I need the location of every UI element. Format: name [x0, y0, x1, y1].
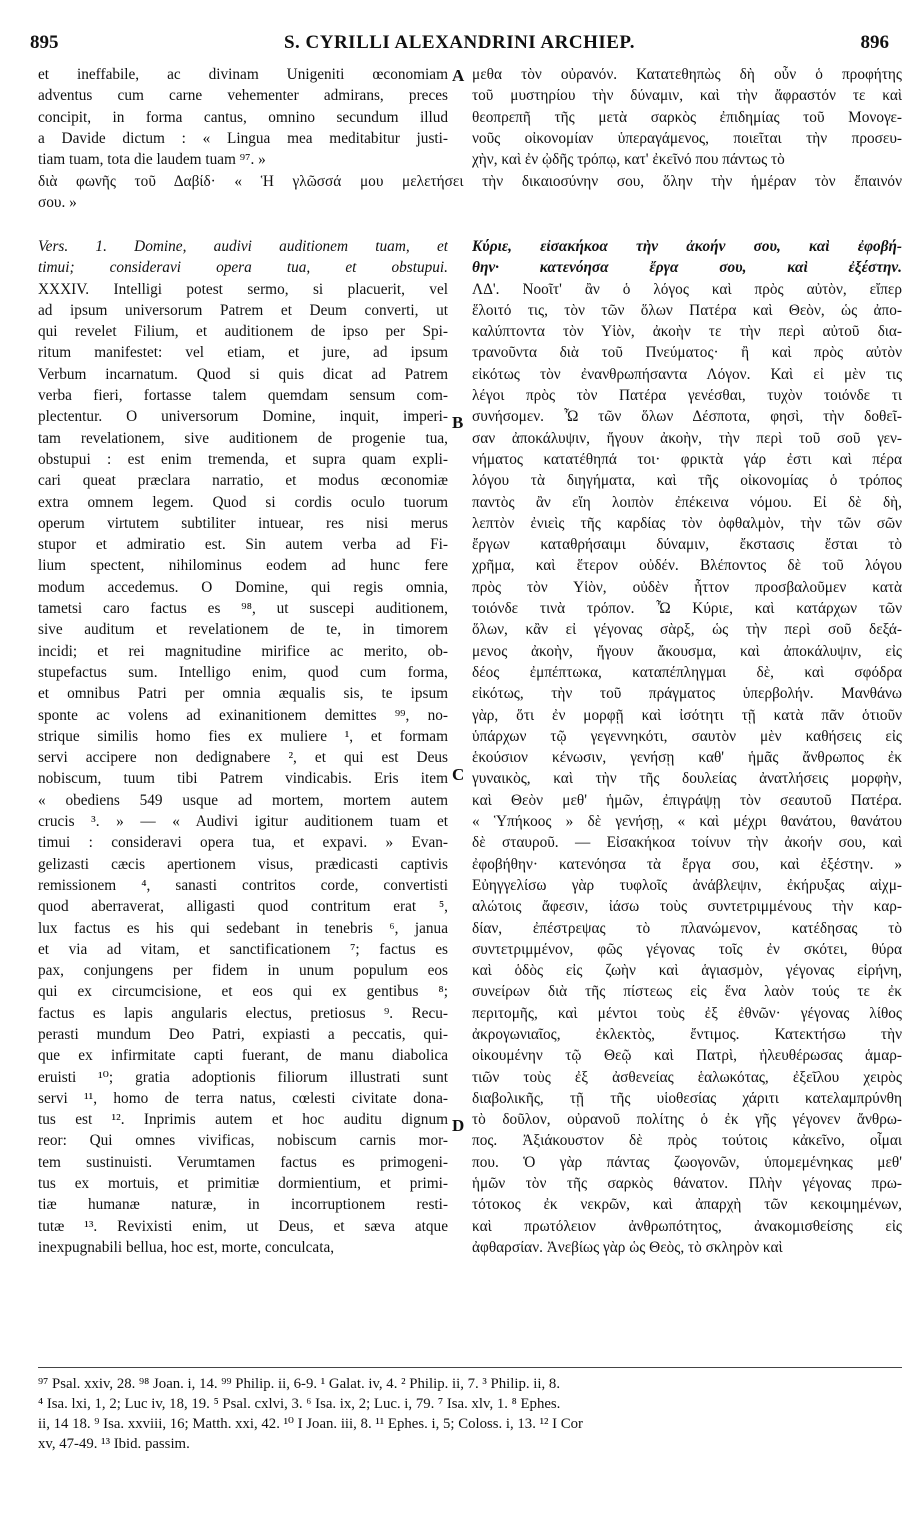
section-marker-b: B — [452, 413, 464, 432]
latin-line: plectentur. O universorum Domine, inquit, imperi- — [38, 408, 448, 426]
latin-line: concipit, in forma cantus, omnino secundum illud — [38, 108, 448, 126]
footnote-line: ⁴ Isa. lxi, 1, 2; Luc iv, 18, 19. ⁵ Psal. cxlvi, 3. ⁶ Isa. ix, 2; Luc. i, 79. ⁷ Isa. xlv, 1. ⁸ Ephes. — [38, 1396, 561, 1412]
section-marker-c: C — [452, 765, 465, 784]
latin-line: servi ¹¹, homo de terra natus, cœlesti civitate dona- — [38, 1089, 448, 1107]
latin-line: operum virtutem subtiliter intuear, res nisi merus — [38, 514, 448, 532]
greek-line: περιτομῆς, καὶ μέντοι τοὺς ἐξ ἐθνῶν· γέγονας λίθος — [472, 1004, 902, 1022]
latin-line: obstupui : est enim tremenda, et supra quam expli- — [38, 450, 448, 468]
latin-line: XXXIV. Intelligi potest sermo, si placuerit, vel — [38, 280, 448, 298]
latin-line: tutæ ¹³. Revixisti enim, ut Deus, et sæva atque — [38, 1217, 448, 1235]
latin-line: tiam tuam, tota die laudem tuam ⁹⁷. » — [38, 151, 266, 169]
section-marker-d: D — [452, 1116, 465, 1135]
greek-line: Εὐηγγελίσω γὰρ τυφλοῖς ἀνάβλεψιν, ἐκήρυξας αἰχμ- — [472, 876, 902, 894]
latin-line: gelizasti cæcis apertionem visus, prædicasti captivis — [38, 855, 448, 873]
greek-line: συντετριμμένον, φῶς γέγονας τοῖς ἐν σκότει, θύρα — [472, 940, 902, 958]
latin-line: verba fieri, fortasse talem quemdam sensum com- — [38, 387, 448, 405]
latin-line: Vers. 1. Domine, audivi auditionem tuam, et — [38, 238, 448, 255]
latin-line: timui; consideravi opera tua, et obstupui. — [38, 259, 448, 277]
latin-line: remissionem ⁴, sanasti contritos corde, convertisti — [38, 876, 448, 894]
greek-line: καλύπτοντα τὸν Υἱὸν, ἀκοὴν τε τὴν περὶ αὐτοῦ δια- — [472, 323, 902, 341]
greek-line: ὑπάρχων τῷ γεγεννηκότι, σαυτὸν μὲν καθήσεις εἰς — [472, 727, 902, 745]
page-number-right: 896 — [860, 32, 889, 53]
latin-line: tametsi caro factus es ⁹⁸, ut suscepi auditionem, — [38, 600, 448, 618]
greek-line: συνήσομεν. Ὦ τῶν ὅλων Δέσποτα, φησὶ, τὴν δοθεῖ- — [472, 408, 902, 426]
full-width-lines — [38, 171, 902, 214]
latin-line: tiæ humanæ naturæ, in incorruptionem resti- — [38, 1196, 448, 1214]
latin-line: sive auditum et revelationem de te, in timorem — [38, 621, 448, 639]
greek-line: νοῦς οἰκονομίαν ὑπεραγάμενος, ποιεῖται τὴν προσευ- — [472, 129, 902, 147]
latin-line: eruisti ¹⁰; gratia adoptionis filiorum illustrati sunt — [38, 1068, 448, 1086]
greek-line: Κύριε, εἰσακήκοα τὴν ἀκοήν σου, καὶ ἐφοβή- — [472, 238, 902, 255]
latin-column-top — [38, 64, 448, 170]
greek-line: λεπτὸν ἐνιεὶς τῆς καρδίας τὸν ὀφθαλμὸν, τὴν τῶν σῶν — [472, 514, 902, 532]
greek-column-main — [472, 236, 902, 1258]
greek-line: σαν ἀποκάλυψιν, ἤγουν ἀκοὴν, τὴν περὶ τοῦ σοῦ γεν- — [472, 429, 902, 447]
latin-line: tem sustinuisti. Verumtamen factus es primogeni- — [38, 1153, 448, 1171]
latin-line: Verbum incarnatum. Quod si quis dicat ad Patrem — [38, 365, 448, 383]
greek-line: λόγου τὰ διηγήματα, καὶ τῆς οἰκονομίας ὁ τρόπος — [472, 472, 902, 490]
greek-line: μενος ἀκοὴν, ἤγουν ἄκουσμα, καὶ ἀποκάλυψιν, εἰς — [472, 642, 902, 660]
greek-line: « Ὑπήκοος » δὲ γενήσῃ, « καὶ μέχρι θανάτου, θανάτου — [472, 813, 902, 831]
latin-line: adventus cum carne vehementer admirans, preces — [38, 87, 448, 105]
latin-line: et omnibus Patri per omnia æqualis sis, te ipsum — [38, 685, 448, 703]
latin-line: tam revelationem, sive auditionem de progenie tua, — [38, 429, 448, 447]
latin-line: que ex infirmitate capti fuerant, de manu diabolica — [38, 1047, 448, 1065]
latin-line: perasti mundum Deo Patri, expiasti a peccatis, qui- — [38, 1025, 448, 1043]
latin-line: et ineffabile, ac divinam Unigeniti œconomiam — [38, 66, 448, 83]
greek-line: θην· κατενόησα ἔργα σου, καὶ ἐξέστην. — [472, 259, 902, 277]
greek-line: δέος ἐμπέπτωκα, καταπέπληγμαι δὲ, καὶ σφόδρα — [472, 663, 902, 681]
greek-line: θεοπρεπῆ τῆς μετὰ σαρκὸς ἐπιδημίας τοῦ Μονογε- — [472, 108, 902, 126]
greek-line: τοιόνδε τινὰ τρόπον. Ὦ Κύριε, καὶ κατάρχων τῶν — [472, 600, 902, 618]
greek-line: ἕλοιτό τις, τὸν τῶν ὅλων Πατέρα καὶ Θεὸν, ὡς ἀπο- — [472, 301, 902, 319]
greek-line: εἰκότως τὸν ἐνανθρωπήσαντα Λόγον. Καὶ εἰ μὲν τις — [472, 365, 902, 383]
greek-line: οἰκουμένην τῷ Θεῷ καὶ Πατρὶ, ἠλευθέρωσας ἁμαρ- — [472, 1047, 902, 1065]
full-width-line: διὰ φωνῆς τοῦ Δαβίδ· « Ἡ γλῶσσά μου μελετήσει τὴν δικαιοσύνην σου, ὅλην τὴν ἡμέραν τὸν ἔπαινόν — [38, 173, 902, 190]
greek-column-top — [472, 64, 902, 170]
footnote-line: ii, 14 18. ⁹ Isa. xxviii, 16; Matth. xxi, 42. ¹⁰ I Joan. iii, 8. ¹¹ Ephes. i, 5; Coloss. i, 13. ¹² I Cor — [38, 1416, 583, 1432]
latin-line: servi accipere non dedignabere ², et qui est Deus — [38, 749, 448, 767]
latin-line: stupefactus sum. Intelligo enim, quod cum forma, — [38, 663, 448, 681]
greek-line: ἀφθαρσίαν. Ἀνεβίως γὰρ ὡς Θεὸς, τὸ σκληρὸν καὶ — [472, 1238, 783, 1256]
latin-line: lux factus es his qui sedebant in tenebris ⁶, janua — [38, 919, 448, 937]
greek-line: καὶ ὁδὸς εἰς ζωὴν καὶ ἁγιασμὸν, γέγονας εἰρήνη, — [472, 962, 902, 980]
footnote-line: ⁹⁷ Psal. xxiv, 28. ⁹⁸ Joan. i, 14. ⁹⁹ Philip. ii, 6-9. ¹ Galat. iv, 4. ² Philip. ii, 7. ³ Philip. ii, 8. — [38, 1376, 561, 1392]
greek-line: γὰρ, ὅτι ἐν μορφῇ καὶ ἰσότητι τῇ κατὰ πᾶν ὁτιοῦν — [472, 706, 902, 724]
greek-line: ἑκούσιον κένωσιν, γενήσῃ καθ' ἡμᾶς ἄνθρωπος ἐκ — [472, 749, 902, 767]
greek-line: ἐφοβήθην· κατενόησα τὰ ἔργα σου, καὶ ἐξέστην. » — [472, 855, 902, 873]
greek-line: νήματος κατατέθηπά τοι· φρικτὰ γάρ ἐστι καὶ πέρα — [472, 450, 902, 468]
latin-line: nobiscum, tuum tibi Patrem vindicabis. Eris item — [38, 770, 448, 788]
running-header — [30, 32, 889, 58]
latin-line: ad ipsum universorum Patrem et Deum converti, ut — [38, 301, 448, 319]
latin-line: tus est ¹². Inprimis autem et hoc auditu dignum — [38, 1111, 448, 1129]
latin-line: cari queat præclara narratio, et modus œconomiæ — [38, 472, 448, 490]
greek-line: πος. Ἀξιάκουστον δὲ πρὸς τούτοις κἀκεῖνο, οἶμαι — [472, 1132, 902, 1150]
latin-line: qui ex circumcisione, et eos qui ex gentibus ⁸; — [38, 983, 448, 1001]
running-title: S. CYRILLI ALEXANDRINI ARCHIEP. — [283, 32, 636, 53]
footnote-divider — [38, 1367, 902, 1368]
latin-line: stupor et admiratio est. Sin autem verba ad Fi- — [38, 536, 448, 554]
full-width-line: σου. » — [38, 194, 77, 212]
latin-line: tus ex mortuis, et primitiæ dormientium, et primi- — [38, 1175, 448, 1193]
greek-line: ΛΔ'. Νοοῖτ' ἂν ὁ λόγος καὶ πρὸς αὐτὸν, εἴπερ — [472, 280, 902, 298]
greek-line: χὴν, καὶ ἐν ᾠδῆς τρόπῳ, κατ' ἐκεῖνό που πάντως τὸ — [472, 151, 785, 169]
latin-line: et via ad vitam, et sanctificationem ⁷; factus es — [38, 940, 448, 958]
latin-line: lium spectent, nihilominus eodem ad hunc fere — [38, 557, 448, 575]
latin-line: pax, conjungens per fidem in unum populum eos — [38, 962, 448, 980]
greek-line: καὶ Θεὸν μεθ' ἡμῶν, ἐπιγράψῃ τὸν σεαυτοῦ Πατέρα. — [472, 791, 902, 809]
latin-line: sponte ac volens ad exinanitionem demittes ⁹⁹, no- — [38, 706, 448, 724]
latin-line: inexpugnabili bellua, hoc est, morte, conculcata, — [38, 1238, 335, 1256]
latin-line: strique similis homo fies ex muliere ¹, et formam — [38, 727, 448, 745]
greek-line: ἔργων καταθρήσαιμι δύναμιν, ἔκστασις ἔσται τὸ — [472, 536, 902, 554]
latin-line: factus es lapis angularis electus, pretiosus ⁹. Recu- — [38, 1004, 448, 1022]
greek-line: ἀκρογωνιαῖος, ἐκλεκτὸς, ἔντιμος. Κατεκτήσω τὴν — [472, 1025, 902, 1043]
latin-column-main — [38, 236, 448, 1258]
greek-line: ὅλων, κἂν εἰ γέγονας σὰρξ, ὡς τὴν περὶ σοῦ δεξά- — [472, 621, 902, 639]
greek-line: εἰκότως, τὴν τοῦ πράγματος ὑπερβολήν. Μανθάνω — [472, 685, 902, 703]
greek-line: συνείρων διὰ τῆς πίστεως εἰς ἕνα λαὸν τούς τε ἐκ — [472, 983, 902, 1001]
greek-line: τοῦ μυστηρίου τὴν δύναμιν, καὶ τὴν ἄφραστόν τε καὶ — [472, 87, 902, 105]
greek-line: ἡμῶν τὸν τῆς σαρκὸς θάνατον. Πλὴν γέγονας πρω- — [472, 1175, 902, 1193]
latin-line: reor: Qui omnes vivificas, nobiscum carnis mor- — [38, 1132, 448, 1150]
greek-line: καὶ πρωτόλειον ἀνθρωπότητος, ἀνακομισθείσης εἰς — [472, 1217, 902, 1235]
latin-line: a Davide dictum : « Lingua mea meditabitur justi- — [38, 129, 448, 147]
latin-line: timui : consideravi opera tua, et expavi. » Evan- — [38, 834, 448, 852]
greek-line: δὲ σταυροῦ. — Εἰσακήκοα τοίνυν τὴν ἀκοήν σου, καὶ — [472, 834, 902, 852]
greek-line: τότοκος ἐκ νεκρῶν, καὶ ἀπαρχὴ τῶν κεκοιμημένων, — [472, 1196, 902, 1214]
greek-line: γυναικὸς, καὶ τὴν τῆς δουλείας ἀνατλήσεις μορφὴν, — [472, 770, 902, 788]
greek-line: τὸ δοῦλον, οὐρανοῦ πολίτης ὁ ἐκ γῆς γέγονεν ἄνθρω- — [472, 1111, 902, 1129]
greek-line: λέγοι πρὸς τὸν Πατέρα γενέσθαι, τυχὸν τοιόνδε τι — [472, 387, 902, 405]
greek-line: που. Ὁ γὰρ πάντας ζωογονῶν, ὑπομεμένηκας μεθ' — [472, 1153, 902, 1171]
section-marker-a: A — [452, 66, 465, 85]
greek-line: αλώτοις ἄφεσιν, ἰάσω τοὺς συντετριμμένους τὴν καρ- — [472, 898, 902, 916]
greek-line: μεθα τὸν οὐρανόν. Κατατεθηπὼς δὴ οὖν ὁ προφήτης — [472, 66, 902, 83]
greek-line: τρανοῦντα διὰ τοῦ Πνεύματος· ἢ καὶ πρὸς αὐτὸν — [472, 344, 902, 362]
latin-line: qui revelet Filium, et auditionem de ipso per Spi- — [38, 323, 448, 341]
greek-line: χρῆμα, καὶ ἕτερον οὐδέν. Βλέποντος δὲ τοῦ λόγου — [472, 557, 902, 575]
latin-line: incidi; et rei magnitudine mirifice ac merito, ob- — [38, 642, 448, 660]
latin-line: crucis ³. » — « Audivi igitur auditionem tuam et — [38, 813, 448, 831]
greek-line: δίαν, ἐπέστρεψας τὸ πλανώμενον, κατέδησας τὸ — [472, 919, 902, 937]
greek-line: παντὸς ἂν εἴη λοιπὸν ἐπέκεινα νόμου. Εἰ δὲ δὴ, — [472, 493, 902, 511]
latin-line: ritum manifestet: vel etiam, et jure, ad ipsum — [38, 344, 448, 362]
footnote-line: xv, 47-49. ¹³ Ibid. passim. — [38, 1436, 190, 1452]
greek-line: πρὸς τὸν Υἱὸν, οὐδὲν ἧττον προσβαλοῦμεν κατὰ — [472, 578, 902, 596]
greek-line: τιῶν τοὺς ἐξ ἀσθενείας ἑαλωκότας, ἐξεῖλου χειρὸς — [472, 1068, 902, 1086]
latin-line: « obediens 549 usque ad mortem, mortem autem — [38, 791, 448, 809]
latin-line: extra omnem legem. Quod si cordis oculo tuorum — [38, 493, 448, 511]
latin-line: modum accedemus. O Domine, qui regis omnia, — [38, 578, 448, 596]
page-number-left: 895 — [30, 32, 59, 53]
footnotes — [38, 1374, 904, 1454]
greek-line: διαβολικῆς, τῇ τῆς υἱοθεσίας χάριτι κατελαμπρύνθη — [472, 1089, 902, 1107]
latin-line: quod aberraverat, alligasti quod contritum erat ⁵, — [38, 898, 448, 916]
